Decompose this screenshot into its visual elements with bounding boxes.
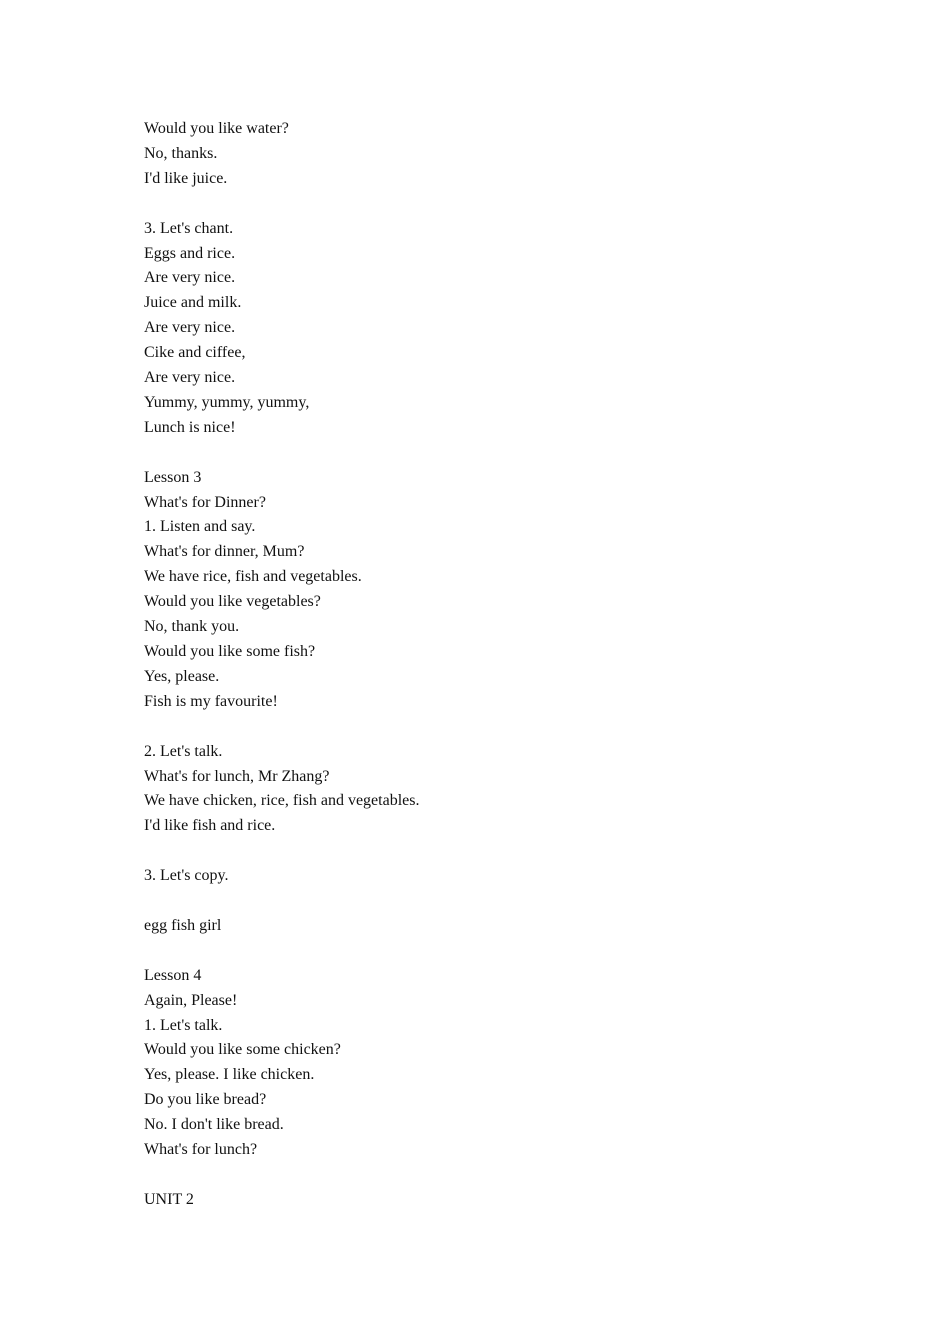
section-heading: 1. Listen and say.	[144, 518, 256, 536]
text-line: Eggs and rice.	[144, 244, 236, 262]
blank-line	[144, 715, 844, 740]
section-heading: 2. Let's talk.	[144, 742, 223, 760]
lesson-heading: Lesson 3	[144, 468, 202, 486]
text-line: What's for lunch, Mr Zhang?	[144, 767, 330, 785]
text-line: Do you like bread?	[144, 1091, 267, 1109]
text-line: We have rice, fish and vegetables.	[144, 568, 362, 586]
text-line: I'd like juice.	[144, 169, 228, 187]
text-line: Would you like water?	[144, 120, 289, 137]
document-text	[144, 117, 844, 1213]
text-line: Are very nice.	[144, 269, 236, 287]
text-line: Would you like vegetables?	[144, 593, 321, 611]
text-line: Yes, please.	[144, 667, 220, 685]
section-heading: 3. Let's copy.	[144, 867, 229, 885]
text-line: Yummy, yummy, yummy,	[144, 393, 310, 411]
lesson-title: Again, Please!	[144, 991, 238, 1009]
text-line: Are very nice.	[144, 369, 236, 387]
text-line: Cike and ciffee,	[144, 344, 246, 362]
text-line: Would you like some fish?	[144, 643, 316, 660]
text-line: No, thanks.	[144, 144, 218, 162]
section-heading: 3. Let's chant.	[144, 219, 234, 237]
text-line: No, thank you.	[144, 618, 240, 636]
lesson-heading: Lesson 4	[144, 966, 202, 984]
blank-line	[144, 1163, 844, 1188]
text-line: What's for dinner, Mum?	[144, 543, 305, 561]
blank-line	[144, 889, 844, 914]
lesson-title: What's for Dinner?	[144, 493, 266, 511]
section-heading: 1. Let's talk.	[144, 1016, 223, 1034]
text-line: No. I don't like bread.	[144, 1116, 284, 1134]
blank-line	[144, 939, 844, 964]
text-line: Lunch is nice!	[144, 418, 236, 436]
text-line: Yes, please. I like chicken.	[144, 1066, 315, 1084]
text-line: Are very nice.	[144, 319, 236, 337]
blank-line	[144, 441, 844, 466]
text-line: Fish is my favourite!	[144, 692, 278, 710]
blank-line	[144, 839, 844, 864]
text-line: We have chicken, rice, fish and vegetables.	[144, 792, 420, 810]
text-line: egg fish girl	[144, 916, 222, 934]
text-line: Would you like some chicken?	[144, 1041, 341, 1059]
blank-line	[144, 192, 844, 217]
text-line: Juice and milk.	[144, 294, 242, 312]
text-line: What's for lunch?	[144, 1141, 258, 1159]
unit-heading: UNIT 2	[144, 1190, 194, 1208]
text-line: I'd like fish and rice.	[144, 817, 276, 835]
